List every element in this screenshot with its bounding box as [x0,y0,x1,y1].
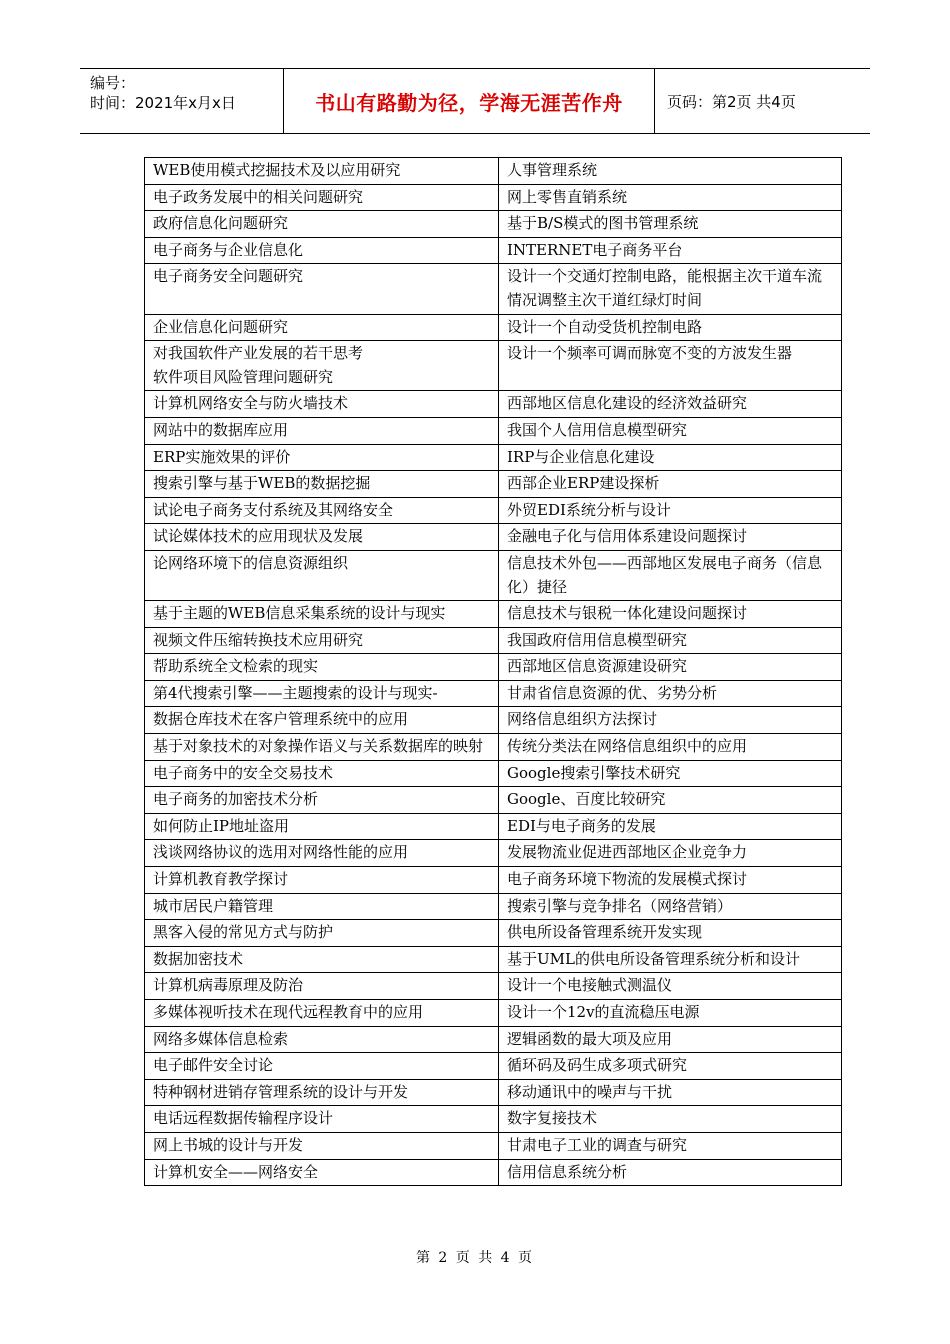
topic-cell-left: 企业信息化问题研究 [145,314,499,341]
topic-cell-left: 数据仓库技术在客户管理系统中的应用 [145,707,499,734]
topic-cell-left: 电子商务中的安全交易技术 [145,760,499,787]
topic-cell-right: 信息技术与银税一体化建设问题探讨 [499,601,842,628]
topic-cell-left: 特种钢材进销存管理系统的设计与开发 [145,1079,499,1106]
topic-cell-right: 信息技术外包——西部地区发展电子商务（信息化）捷径 [499,550,842,600]
topic-cell-left: 网上书城的设计与开发 [145,1132,499,1159]
page-header [80,68,870,134]
topic-cell-right: 人事管理系统 [499,158,842,185]
topic-cell-left: 视频文件压缩转换技术应用研究 [145,627,499,654]
topic-cell-left: 电子商务安全问题研究 [145,264,499,314]
topic-cell-left: 城市居民户籍管理 [145,893,499,920]
table-row [145,1026,842,1053]
table-row [145,264,842,314]
topic-cell-right: IRP与企业信息化建设 [499,444,842,471]
table-row [145,1132,842,1159]
topic-cell-right: 网络信息组织方法探讨 [499,707,842,734]
topic-cell-right: 供电所设备管理系统开发实现 [499,920,842,947]
table-row [145,444,842,471]
table-row [145,973,842,1000]
topic-cell-left: 浅谈网络协议的选用对网络性能的应用 [145,840,499,867]
topic-cell-right: Google搜索引擎技术研究 [499,760,842,787]
table-row [145,920,842,947]
header-motto: 书山有路勤为径，学海无涯苦作舟 [283,69,655,133]
topic-cell-right: 我国个人信用信息模型研究 [499,417,842,444]
topic-cell-right: 金融电子化与信用体系建设问题探讨 [499,524,842,551]
table-row [145,601,842,628]
table-row [145,314,842,341]
topic-cell-left: 计算机网络安全与防火墙技术 [145,391,499,418]
topic-cell-right: 信用信息系统分析 [499,1159,842,1186]
topic-cell-right: 设计一个自动受货机控制电路 [499,314,842,341]
table-row [145,184,842,211]
topic-cell-right: 设计一个频率可调而脉宽不变的方波发生器 [499,341,842,391]
table-row [145,654,842,681]
table-row [145,341,842,391]
topic-cell-left: 计算机安全——网络安全 [145,1159,499,1186]
topic-cell-left: 电子商务的加密技术分析 [145,787,499,814]
topic-cell-right: 基于UML的供电所设备管理系统分析和设计 [499,946,842,973]
topic-cell-right: EDI与电子商务的发展 [499,813,842,840]
table-row [145,840,842,867]
table-row [145,237,842,264]
table-row [145,497,842,524]
topic-cell-left: 对我国软件产业发展的若干思考 软件项目风险管理问题研究 [145,341,499,391]
table-row [145,391,842,418]
page-footer: 第 2 页 共 4 页 [415,1250,535,1266]
topic-cell-left: 基于对象技术的对象操作语义与关系数据库的映射 [145,734,499,761]
topic-cell-left: 搜索引擎与基于WEB的数据挖掘 [145,471,499,498]
topic-cell-right: 数字复接技术 [499,1106,842,1133]
topic-cell-left: ERP实施效果的评价 [145,444,499,471]
topics-table [144,157,842,1186]
topic-cell-left: 黑客入侵的常见方式与防护 [145,920,499,947]
topic-cell-left: 网站中的数据库应用 [145,417,499,444]
table-row [145,1159,842,1186]
table-row [145,627,842,654]
table-row [145,760,842,787]
document-time-label: 时间：2021年x月x日 [90,94,236,112]
topic-cell-left: 政府信息化问题研究 [145,211,499,238]
table-row [145,550,842,600]
topic-cell-right: 逻辑函数的最大项及应用 [499,1026,842,1053]
table-row [145,1000,842,1027]
topic-cell-left: 网络多媒体信息检索 [145,1026,499,1053]
document-number-label: 编号： [90,74,136,92]
table-row [145,211,842,238]
topic-cell-right: 西部地区信息资源建设研究 [499,654,842,681]
table-row [145,680,842,707]
topic-cell-left: 电子邮件安全讨论 [145,1053,499,1080]
header-meta [80,69,283,133]
table-row [145,734,842,761]
topic-cell-right: 移动通讯中的噪声与干扰 [499,1079,842,1106]
topic-cell-right: 甘肃省信息资源的优、劣势分析 [499,680,842,707]
topic-cell-left: 计算机病毒原理及防治 [145,973,499,1000]
table-row [145,867,842,894]
table-row [145,893,842,920]
topic-cell-right: 基于B/S模式的图书管理系统 [499,211,842,238]
topic-cell-right: 电子商务环境下物流的发展模式探讨 [499,867,842,894]
topic-cell-right: 西部地区信息化建设的经济效益研究 [499,391,842,418]
table-row [145,1106,842,1133]
topic-cell-left: 电子政务发展中的相关问题研究 [145,184,499,211]
table-row [145,787,842,814]
table-row [145,1079,842,1106]
table-row [145,1053,842,1080]
topic-cell-right: 设计一个12v的直流稳压电源 [499,1000,842,1027]
topic-cell-left: 多媒体视听技术在现代远程教育中的应用 [145,1000,499,1027]
topics-table-body [145,158,842,1186]
topic-cell-left: 基于主题的WEB信息采集系统的设计与现实 [145,601,499,628]
topic-cell-right: 搜索引擎与竞争排名（网络营销） [499,893,842,920]
topic-cell-left: 如何防止IP地址盗用 [145,813,499,840]
table-row [145,158,842,185]
topic-cell-left: 试论电子商务支付系统及其网络安全 [145,497,499,524]
table-row [145,524,842,551]
topic-cell-right: 传统分类法在网络信息组织中的应用 [499,734,842,761]
topic-cell-left: 电话远程数据传输程序设计 [145,1106,499,1133]
topic-cell-right: Google、百度比较研究 [499,787,842,814]
topic-cell-left: 试论媒体技术的应用现状及发展 [145,524,499,551]
topic-cell-right: 甘肃电子工业的调查与研究 [499,1132,842,1159]
topic-cell-right: 外贸EDI系统分析与设计 [499,497,842,524]
topic-cell-right: 我国政府信用信息模型研究 [499,627,842,654]
table-row [145,471,842,498]
topic-cell-left: 帮助系统全文检索的现实 [145,654,499,681]
topic-cell-right: 循环码及码生成多项式研究 [499,1053,842,1080]
topic-cell-right: 网上零售直销系统 [499,184,842,211]
topic-cell-left: 计算机教育教学探讨 [145,867,499,894]
topic-cell-left: 电子商务与企业信息化 [145,237,499,264]
topic-cell-right: 发展物流业促进西部地区企业竞争力 [499,840,842,867]
topic-cell-left: 论网络环境下的信息资源组织 [145,550,499,600]
topic-cell-right: 设计一个交通灯控制电路，能根据主次干道车流情况调整主次干道红绿灯时间 [499,264,842,314]
table-row [145,707,842,734]
topic-cell-right: 西部企业ERP建设探析 [499,471,842,498]
header-page-number: 页码：第2页 共4页 [667,92,796,111]
table-row [145,946,842,973]
topic-cell-right: 设计一个电接触式测温仪 [499,973,842,1000]
topic-cell-left: WEB使用模式挖掘技术及以应用研究 [145,158,499,185]
table-row [145,813,842,840]
topic-cell-right: INTERNET电子商务平台 [499,237,842,264]
topic-cell-left: 数据加密技术 [145,946,499,973]
table-row [145,417,842,444]
topic-cell-left: 第4代搜索引擎——主题搜索的设计与现实- [145,680,499,707]
